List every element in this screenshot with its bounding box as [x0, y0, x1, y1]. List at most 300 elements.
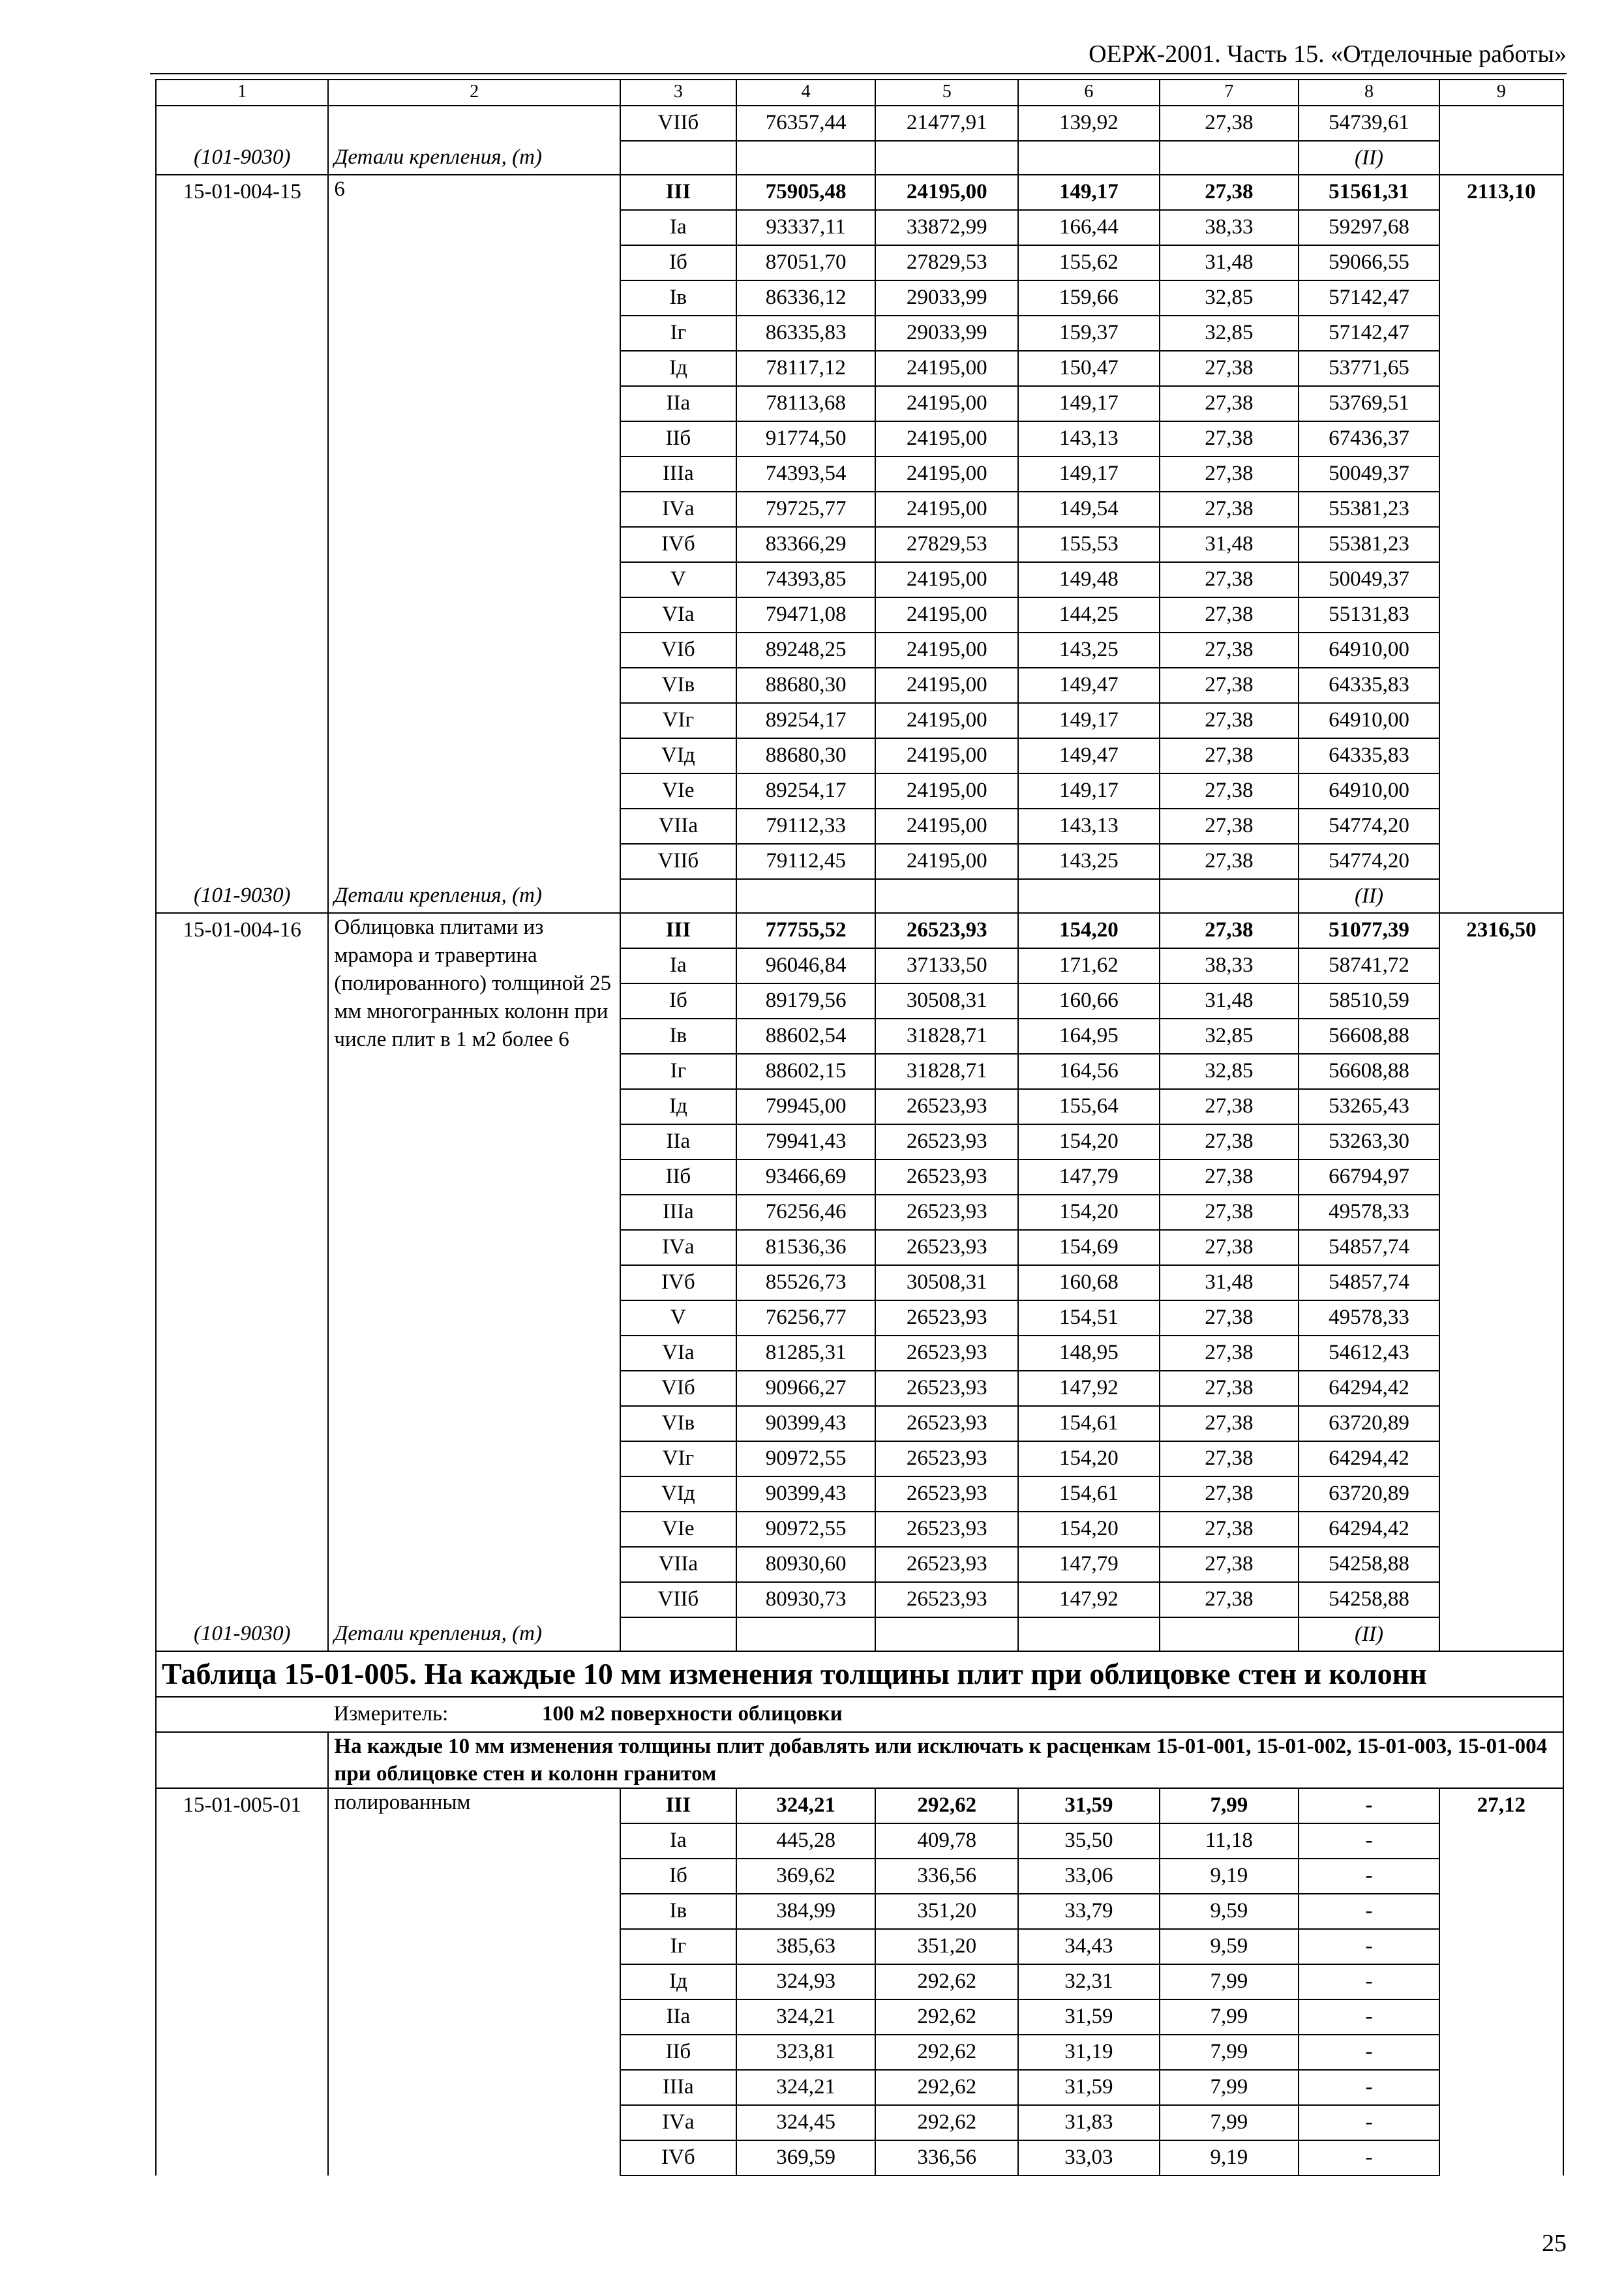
value-cell: 155,53: [1018, 527, 1160, 562]
zone-cell: IIа: [620, 386, 736, 421]
empty-cell: [620, 1617, 736, 1651]
value-cell: 24195,00: [875, 844, 1018, 879]
value-cell: 88602,54: [736, 1019, 876, 1054]
value-cell: 53265,43: [1299, 1089, 1439, 1124]
zone-cell: V: [620, 1300, 736, 1336]
zone-cell: Iа: [620, 948, 736, 983]
value-cell: 292,62: [875, 2035, 1018, 2070]
value-cell: 154,20: [1018, 913, 1160, 948]
value-cell: 33,79: [1018, 1894, 1160, 1929]
value-cell: 26523,93: [875, 1089, 1018, 1124]
empty-cell: [156, 1697, 328, 1732]
column-number: 8: [1299, 80, 1439, 106]
zone-cell: Iа: [620, 210, 736, 245]
value-cell: 34,43: [1018, 1929, 1160, 1964]
value-cell: 37133,50: [875, 948, 1018, 983]
value-cell: 26523,93: [875, 1547, 1018, 1582]
value-cell: 86336,12: [736, 280, 876, 316]
zone-cell: IIIа: [620, 1195, 736, 1230]
value-cell: 79941,43: [736, 1124, 876, 1159]
value-cell: 292,62: [875, 1788, 1018, 1823]
value-cell: 54258,88: [1299, 1547, 1439, 1582]
value-cell: 53771,65: [1299, 351, 1439, 386]
zone-cell: VIIа: [620, 1547, 736, 1582]
table-row: [156, 175, 1563, 210]
resource-row: [156, 1617, 1563, 1651]
zone-cell: VIа: [620, 597, 736, 633]
value-cell: 27,38: [1160, 421, 1299, 456]
value-cell: 27,38: [1160, 1195, 1299, 1230]
zone-cell: VIа: [620, 1336, 736, 1371]
value-cell: 50049,37: [1299, 562, 1439, 597]
extra-value: 2113,10: [1439, 175, 1563, 879]
value-cell: 27,38: [1160, 1159, 1299, 1195]
zone-cell: Iг: [620, 1054, 736, 1089]
value-cell: 292,62: [875, 2070, 1018, 2105]
value-cell: 64294,42: [1299, 1512, 1439, 1547]
value-cell: 50049,37: [1299, 456, 1439, 492]
value-cell: 159,37: [1018, 316, 1160, 351]
value-cell: 155,64: [1018, 1089, 1160, 1124]
value-cell: 369,62: [736, 1859, 876, 1894]
value-cell: 164,95: [1018, 1019, 1160, 1054]
note-text: На каждые 10 мм изменения толщины плит добавлять или исключать к расценкам 15-01-001, 15-01-002, 15-01-003, 15-01-004 при облицовке стен и колонн гранитом: [328, 1732, 1563, 1788]
value-cell: 31,83: [1018, 2105, 1160, 2140]
value-cell: 90972,55: [736, 1512, 876, 1547]
value-cell: 7,99: [1160, 1788, 1299, 1823]
rate-description: полированным: [328, 1788, 620, 2176]
value-cell: 143,25: [1018, 844, 1160, 879]
value-cell: 55381,23: [1299, 527, 1439, 562]
table-row: [156, 106, 1563, 141]
value-cell: 96046,84: [736, 948, 876, 983]
empty-cell: [1018, 1617, 1160, 1651]
value-cell: 164,56: [1018, 1054, 1160, 1089]
value-cell: 79112,33: [736, 809, 876, 844]
value-cell: 32,85: [1160, 316, 1299, 351]
value-cell: 27,38: [1160, 492, 1299, 527]
value-cell: -: [1299, 2070, 1439, 2105]
resource-value: (II): [1299, 879, 1439, 913]
value-cell: 336,56: [875, 1859, 1018, 1894]
table-body: [156, 80, 1563, 2176]
value-cell: 81285,31: [736, 1336, 876, 1371]
value-cell: 76256,46: [736, 1195, 876, 1230]
value-cell: 27,38: [1160, 1089, 1299, 1124]
value-cell: 292,62: [875, 2105, 1018, 2140]
value-cell: 24195,00: [875, 456, 1018, 492]
value-cell: 148,95: [1018, 1336, 1160, 1371]
zone-cell: IIб: [620, 421, 736, 456]
empty-cell: [620, 879, 736, 913]
value-cell: 31,48: [1160, 983, 1299, 1019]
value-cell: 24195,00: [875, 738, 1018, 773]
column-number: 3: [620, 80, 736, 106]
value-cell: 24195,00: [875, 175, 1018, 210]
zone-cell: VIд: [620, 1476, 736, 1512]
value-cell: 27,38: [1160, 738, 1299, 773]
value-cell: 24195,00: [875, 386, 1018, 421]
zone-cell: IIб: [620, 2035, 736, 2070]
rate-code: 15-01-004-15: [156, 175, 328, 879]
value-cell: 27,38: [1160, 1441, 1299, 1476]
value-cell: 38,33: [1160, 210, 1299, 245]
value-cell: 409,78: [875, 1823, 1018, 1859]
value-cell: 54774,20: [1299, 809, 1439, 844]
value-cell: 32,85: [1160, 1019, 1299, 1054]
resource-code: (101-9030): [156, 1617, 328, 1651]
value-cell: 54258,88: [1299, 1582, 1439, 1617]
value-cell: 26523,93: [875, 1336, 1018, 1371]
value-cell: -: [1299, 1929, 1439, 1964]
page-header: ОЕРЖ-2001. Часть 15. «Отделочные работы»: [1089, 40, 1567, 68]
column-number: 6: [1018, 80, 1160, 106]
value-cell: 336,56: [875, 2140, 1018, 2176]
value-cell: -: [1299, 1788, 1439, 1823]
zone-cell: Iд: [620, 1964, 736, 1999]
value-cell: 26523,93: [875, 1406, 1018, 1441]
value-cell: 27,38: [1160, 1336, 1299, 1371]
value-cell: 51561,31: [1299, 175, 1439, 210]
value-cell: 33,03: [1018, 2140, 1160, 2176]
note-row: [156, 1732, 1563, 1788]
zone-cell: VIIб: [620, 844, 736, 879]
value-cell: 79471,08: [736, 597, 876, 633]
value-cell: 76357,44: [736, 106, 876, 141]
value-cell: 56608,88: [1299, 1019, 1439, 1054]
value-cell: 26523,93: [875, 1476, 1018, 1512]
value-cell: 54857,74: [1299, 1265, 1439, 1300]
value-cell: 78117,12: [736, 351, 876, 386]
column-number: 2: [328, 80, 620, 106]
zone-cell: III: [620, 175, 736, 210]
measure-row: [156, 1697, 1563, 1732]
resource-name: Детали крепления, (т): [328, 879, 620, 913]
zone-cell: IIа: [620, 1999, 736, 2035]
value-cell: 147,79: [1018, 1159, 1160, 1195]
value-cell: 54739,61: [1299, 106, 1439, 141]
value-cell: 27,38: [1160, 913, 1299, 948]
resource-row: [156, 141, 1563, 175]
value-cell: 27,38: [1160, 456, 1299, 492]
value-cell: 31,59: [1018, 1788, 1160, 1823]
value-cell: 27,38: [1160, 1582, 1299, 1617]
value-cell: 155,62: [1018, 245, 1160, 280]
zone-cell: VIIб: [620, 106, 736, 141]
value-cell: 86335,83: [736, 316, 876, 351]
value-cell: 160,66: [1018, 983, 1160, 1019]
value-cell: 26523,93: [875, 1441, 1018, 1476]
value-cell: 324,21: [736, 1788, 876, 1823]
value-cell: 64294,42: [1299, 1371, 1439, 1406]
value-cell: 27,38: [1160, 386, 1299, 421]
value-cell: 27,38: [1160, 1230, 1299, 1265]
empty-cell: [1439, 1617, 1563, 1651]
zone-cell: IIIа: [620, 456, 736, 492]
value-cell: 154,20: [1018, 1512, 1160, 1547]
zone-cell: V: [620, 562, 736, 597]
value-cell: 80930,60: [736, 1547, 876, 1582]
value-cell: 26523,93: [875, 1512, 1018, 1547]
value-cell: 154,61: [1018, 1476, 1160, 1512]
value-cell: 55131,83: [1299, 597, 1439, 633]
value-cell: 59066,55: [1299, 245, 1439, 280]
zone-cell: Iб: [620, 245, 736, 280]
zone-cell: Iг: [620, 1929, 736, 1964]
value-cell: 324,21: [736, 2070, 876, 2105]
value-cell: 31,48: [1160, 527, 1299, 562]
value-cell: 26523,93: [875, 1195, 1018, 1230]
value-cell: 57142,47: [1299, 316, 1439, 351]
value-cell: 31,48: [1160, 1265, 1299, 1300]
value-cell: 27,38: [1160, 1406, 1299, 1441]
value-cell: 27829,53: [875, 245, 1018, 280]
value-cell: 445,28: [736, 1823, 876, 1859]
empty-cell: [1439, 106, 1563, 141]
zone-cell: III: [620, 913, 736, 948]
value-cell: 384,99: [736, 1894, 876, 1929]
column-number: 4: [736, 80, 876, 106]
zone-cell: IVа: [620, 492, 736, 527]
value-cell: 351,20: [875, 1894, 1018, 1929]
value-cell: 7,99: [1160, 2070, 1299, 2105]
value-cell: 27,38: [1160, 351, 1299, 386]
value-cell: 149,17: [1018, 773, 1160, 809]
value-cell: 81536,36: [736, 1230, 876, 1265]
empty-cell: [156, 106, 328, 141]
value-cell: -: [1299, 2140, 1439, 2176]
value-cell: 33872,99: [875, 210, 1018, 245]
table-row: [156, 1788, 1563, 1823]
value-cell: 9,59: [1160, 1929, 1299, 1964]
value-cell: 78113,68: [736, 386, 876, 421]
value-cell: 79725,77: [736, 492, 876, 527]
zone-cell: VIе: [620, 773, 736, 809]
value-cell: 85526,73: [736, 1265, 876, 1300]
header-rule: [150, 73, 1567, 74]
value-cell: 147,92: [1018, 1371, 1160, 1406]
value-cell: 89179,56: [736, 983, 876, 1019]
value-cell: 26523,93: [875, 913, 1018, 948]
value-cell: 24195,00: [875, 351, 1018, 386]
value-cell: 30508,31: [875, 983, 1018, 1019]
zone-cell: VIб: [620, 633, 736, 668]
page-number: 25: [1542, 2230, 1567, 2257]
value-cell: 54857,74: [1299, 1230, 1439, 1265]
value-cell: 9,59: [1160, 1894, 1299, 1929]
zone-cell: Iв: [620, 1019, 736, 1054]
value-cell: 324,45: [736, 2105, 876, 2140]
column-number: 9: [1439, 80, 1563, 106]
empty-cell: [1160, 141, 1299, 175]
value-cell: 21477,91: [875, 106, 1018, 141]
value-cell: 149,47: [1018, 738, 1160, 773]
value-cell: 351,20: [875, 1929, 1018, 1964]
zone-cell: Iа: [620, 1823, 736, 1859]
value-cell: 56608,88: [1299, 1054, 1439, 1089]
value-cell: 149,54: [1018, 492, 1160, 527]
value-cell: 35,50: [1018, 1823, 1160, 1859]
value-cell: 149,17: [1018, 386, 1160, 421]
value-cell: 27,38: [1160, 175, 1299, 210]
zone-cell: IIIа: [620, 2070, 736, 2105]
value-cell: 51077,39: [1299, 913, 1439, 948]
zone-cell: IIа: [620, 1124, 736, 1159]
column-number: 1: [156, 80, 328, 106]
value-cell: 149,48: [1018, 562, 1160, 597]
value-cell: 292,62: [875, 1964, 1018, 1999]
value-cell: 55381,23: [1299, 492, 1439, 527]
zone-cell: VIе: [620, 1512, 736, 1547]
value-cell: 64910,00: [1299, 703, 1439, 738]
empty-cell: [736, 1617, 876, 1651]
value-cell: 171,62: [1018, 948, 1160, 983]
value-cell: 79112,45: [736, 844, 876, 879]
value-cell: 149,47: [1018, 668, 1160, 703]
empty-cell: [875, 1617, 1018, 1651]
empty-cell: [875, 141, 1018, 175]
value-cell: 58741,72: [1299, 948, 1439, 983]
value-cell: 27,38: [1160, 703, 1299, 738]
value-cell: 143,13: [1018, 421, 1160, 456]
zone-cell: Iд: [620, 1089, 736, 1124]
value-cell: 24195,00: [875, 492, 1018, 527]
value-cell: 154,61: [1018, 1406, 1160, 1441]
zone-cell: VIв: [620, 1406, 736, 1441]
value-cell: 89254,17: [736, 703, 876, 738]
zone-cell: Iб: [620, 983, 736, 1019]
zone-cell: VIб: [620, 1371, 736, 1406]
empty-cell: [1439, 141, 1563, 175]
value-cell: 64910,00: [1299, 633, 1439, 668]
value-cell: 26523,93: [875, 1159, 1018, 1195]
value-cell: 160,68: [1018, 1265, 1160, 1300]
value-cell: -: [1299, 1999, 1439, 2035]
resource-code: (101-9030): [156, 141, 328, 175]
resource-row: [156, 879, 1563, 913]
value-cell: 26523,93: [875, 1230, 1018, 1265]
empty-cell: [1018, 879, 1160, 913]
value-cell: 31,59: [1018, 1999, 1160, 2035]
value-cell: 166,44: [1018, 210, 1160, 245]
value-cell: 24195,00: [875, 668, 1018, 703]
value-cell: 53263,30: [1299, 1124, 1439, 1159]
value-cell: 27,38: [1160, 106, 1299, 141]
value-cell: 24195,00: [875, 421, 1018, 456]
rates-table: [155, 79, 1564, 2176]
empty-cell: [620, 141, 736, 175]
empty-cell: [736, 141, 876, 175]
value-cell: 93337,11: [736, 210, 876, 245]
value-cell: 74393,54: [736, 456, 876, 492]
value-cell: 147,92: [1018, 1582, 1160, 1617]
value-cell: 90972,55: [736, 1441, 876, 1476]
value-cell: 29033,99: [875, 280, 1018, 316]
value-cell: 88680,30: [736, 738, 876, 773]
value-cell: 89254,17: [736, 773, 876, 809]
value-cell: 24195,00: [875, 597, 1018, 633]
value-cell: 9,19: [1160, 2140, 1299, 2176]
value-cell: -: [1299, 1964, 1439, 1999]
zone-cell: Iг: [620, 316, 736, 351]
value-cell: 64335,83: [1299, 668, 1439, 703]
value-cell: 154,20: [1018, 1441, 1160, 1476]
value-cell: 26523,93: [875, 1300, 1018, 1336]
value-cell: 323,81: [736, 2035, 876, 2070]
value-cell: 7,99: [1160, 2105, 1299, 2140]
zone-cell: VIг: [620, 1441, 736, 1476]
value-cell: 63720,89: [1299, 1476, 1439, 1512]
value-cell: 144,25: [1018, 597, 1160, 633]
zone-cell: Iд: [620, 351, 736, 386]
value-cell: 385,63: [736, 1929, 876, 1964]
value-cell: 369,59: [736, 2140, 876, 2176]
value-cell: 292,62: [875, 1999, 1018, 2035]
empty-cell: [328, 106, 620, 141]
value-cell: 149,17: [1018, 175, 1160, 210]
value-cell: 26523,93: [875, 1371, 1018, 1406]
value-cell: 27,38: [1160, 1512, 1299, 1547]
value-cell: 24195,00: [875, 633, 1018, 668]
value-cell: 147,79: [1018, 1547, 1160, 1582]
value-cell: 64910,00: [1299, 773, 1439, 809]
zone-cell: IIб: [620, 1159, 736, 1195]
value-cell: 38,33: [1160, 948, 1299, 983]
value-cell: 31828,71: [875, 1019, 1018, 1054]
value-cell: 150,47: [1018, 351, 1160, 386]
value-cell: 80930,73: [736, 1582, 876, 1617]
zone-cell: VIIа: [620, 809, 736, 844]
value-cell: 11,18: [1160, 1823, 1299, 1859]
zone-cell: IVб: [620, 2140, 736, 2176]
value-cell: 154,69: [1018, 1230, 1160, 1265]
value-cell: 79945,00: [736, 1089, 876, 1124]
column-number: 5: [875, 80, 1018, 106]
value-cell: 53769,51: [1299, 386, 1439, 421]
value-cell: 32,85: [1160, 1054, 1299, 1089]
value-cell: 54774,20: [1299, 844, 1439, 879]
resource-value: (II): [1299, 141, 1439, 175]
value-cell: 27,38: [1160, 844, 1299, 879]
empty-cell: [1160, 879, 1299, 913]
value-cell: -: [1299, 1894, 1439, 1929]
value-cell: 49578,33: [1299, 1300, 1439, 1336]
value-cell: 9,19: [1160, 1859, 1299, 1894]
zone-cell: IVб: [620, 1265, 736, 1300]
value-cell: 83366,29: [736, 527, 876, 562]
empty-cell: [1160, 1617, 1299, 1651]
value-cell: 27829,53: [875, 527, 1018, 562]
value-cell: 159,66: [1018, 280, 1160, 316]
value-cell: 7,99: [1160, 1999, 1299, 2035]
value-cell: 27,38: [1160, 1124, 1299, 1159]
value-cell: 76256,77: [736, 1300, 876, 1336]
value-cell: 7,99: [1160, 2035, 1299, 2070]
value-cell: 26523,93: [875, 1124, 1018, 1159]
value-cell: 154,51: [1018, 1300, 1160, 1336]
value-cell: 57142,47: [1299, 280, 1439, 316]
value-cell: 33,06: [1018, 1859, 1160, 1894]
empty-cell: [875, 879, 1018, 913]
value-cell: 27,38: [1160, 1547, 1299, 1582]
value-cell: 90399,43: [736, 1476, 876, 1512]
measure-label: Измеритель:: [328, 1697, 620, 1732]
value-cell: 24195,00: [875, 773, 1018, 809]
value-cell: -: [1299, 2035, 1439, 2070]
zone-cell: IVб: [620, 527, 736, 562]
extra-value: 2316,50: [1439, 913, 1563, 1617]
value-cell: 154,20: [1018, 1124, 1160, 1159]
